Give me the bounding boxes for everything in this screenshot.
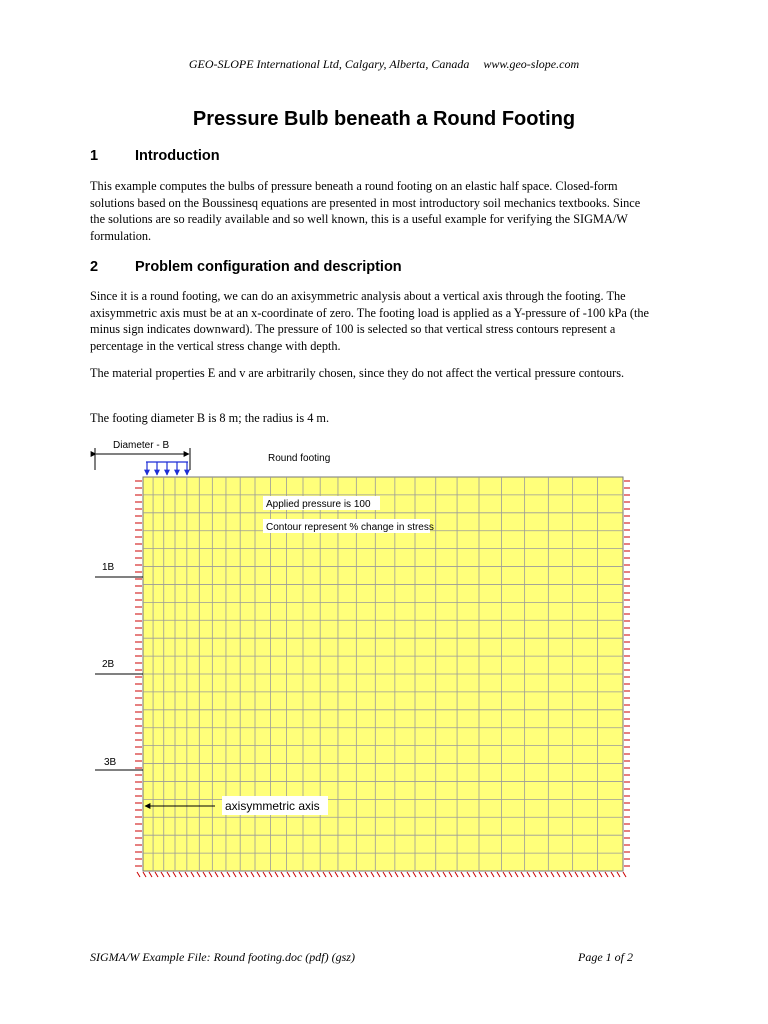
- bottom-boundary-mark: [617, 872, 620, 877]
- bottom-boundary-mark: [545, 872, 548, 877]
- bottom-boundary-mark: [461, 872, 464, 877]
- bottom-boundary-mark: [293, 872, 296, 877]
- footing-load-arrows: [146, 462, 188, 475]
- bottom-boundary-mark: [155, 872, 158, 877]
- bottom-boundary-mark: [599, 872, 602, 877]
- bottom-boundary-mark: [539, 872, 542, 877]
- bottom-boundary-mark: [431, 872, 434, 877]
- bottom-boundary-mark: [449, 872, 452, 877]
- bottom-boundary-mark: [395, 872, 398, 877]
- bottom-boundary-mark: [473, 872, 476, 877]
- bottom-boundary-mark: [173, 872, 176, 877]
- bottom-boundary-mark: [329, 872, 332, 877]
- bottom-boundary-mark: [563, 872, 566, 877]
- depth-label-2b: 2B: [102, 659, 115, 670]
- bottom-boundary-mark: [137, 872, 140, 877]
- bottom-boundary-mark: [197, 872, 200, 877]
- bottom-boundary-mark: [341, 872, 344, 877]
- material-paragraph: The material properties E and v are arbitrarily chosen, since they do not affect the vertical pressure contours.: [90, 366, 625, 380]
- bottom-boundary-mark: [527, 872, 530, 877]
- bottom-boundary-mark: [239, 872, 242, 877]
- bottom-boundary-mark: [305, 872, 308, 877]
- bottom-boundary-mark: [365, 872, 368, 877]
- bottom-boundary-mark: [569, 872, 572, 877]
- bottom-boundary-mark: [437, 872, 440, 877]
- bottom-boundary-mark: [479, 872, 482, 877]
- bottom-boundary-mark: [515, 872, 518, 877]
- bottom-boundary-mark: [467, 872, 470, 877]
- footer-page-number: Page 1 of 2: [578, 950, 633, 964]
- bottom-boundary-mark: [317, 872, 320, 877]
- bottom-boundary-mark: [299, 872, 302, 877]
- bottom-boundary-mark: [209, 872, 212, 877]
- bottom-boundary-mark: [605, 872, 608, 877]
- depth-label-1b: 1B: [102, 562, 115, 573]
- bottom-boundary-mark: [593, 872, 596, 877]
- bottom-boundary-mark: [359, 872, 362, 877]
- bottom-boundary-mark: [221, 872, 224, 877]
- bottom-boundary-mark: [203, 872, 206, 877]
- diameter-label: Diameter - B: [113, 440, 170, 451]
- bottom-boundary-mark: [257, 872, 260, 877]
- bottom-boundary-mark: [623, 872, 626, 877]
- page-title: Pressure Bulb beneath a Round Footing: [192, 108, 576, 130]
- bottom-boundary-mark: [335, 872, 338, 877]
- bottom-boundary-mark: [191, 872, 194, 877]
- bottom-boundary-mark: [161, 872, 164, 877]
- footer-file: SIGMA/W Example File: Round footing.doc (pdf) (gsz): [90, 950, 355, 964]
- header-website: www.geo-slope.com: [483, 57, 580, 71]
- bottom-boundary-mark: [551, 872, 554, 877]
- bottom-boundary-mark: [383, 872, 386, 877]
- bottom-boundary-mark: [215, 872, 218, 877]
- contour-label: Contour represent % change in stress: [266, 522, 434, 533]
- diameter-paragraph: The footing diameter B is 8 m; the radius is 4 m.: [90, 411, 330, 425]
- bottom-boundary-mark: [185, 872, 188, 877]
- section-number: 2: [90, 259, 99, 275]
- bottom-boundary-mark: [425, 872, 428, 877]
- round-footing-label: Round footing: [268, 453, 331, 464]
- bottom-boundary-mark: [485, 872, 488, 877]
- header-company: GEO-SLOPE International Ltd, Calgary, Alberta, Canada: [188, 57, 470, 71]
- axis-label: axisymmetric axis: [225, 799, 320, 813]
- bottom-boundary-mark: [521, 872, 524, 877]
- bottom-boundary-mark: [149, 872, 152, 877]
- bottom-boundary-mark: [227, 872, 230, 877]
- bottom-boundary-mark: [509, 872, 512, 877]
- bottom-boundary-mark: [323, 872, 326, 877]
- section-title: Problem configuration and description: [135, 259, 402, 275]
- bottom-boundary-mark: [557, 872, 560, 877]
- bottom-boundary-mark: [611, 872, 614, 877]
- bottom-boundary-mark: [353, 872, 356, 877]
- bottom-boundary-mark: [143, 872, 146, 877]
- bottom-boundary-mark: [233, 872, 236, 877]
- bottom-boundary-mark: [287, 872, 290, 877]
- applied-pressure-label: Applied pressure is 100: [266, 499, 371, 510]
- depth-label-3b: 3B: [104, 757, 117, 768]
- bottom-boundary-mark: [497, 872, 500, 877]
- bottom-boundary-mark: [533, 872, 536, 877]
- bottom-boundary-mark: [263, 872, 266, 877]
- bottom-boundary-mark: [275, 872, 278, 877]
- bottom-boundary-mark: [455, 872, 458, 877]
- bottom-boundary-mark: [167, 872, 170, 877]
- bottom-boundary-mark: [581, 872, 584, 877]
- bottom-boundary-mark: [347, 872, 350, 877]
- bottom-boundary-mark: [407, 872, 410, 877]
- bottom-boundary-mark: [281, 872, 284, 877]
- bottom-boundary-mark: [179, 872, 182, 877]
- intro-paragraph: This example computes the bulbs of pressure beneath a round footing on an elastic half space. Closed-form solutions based on the Boussinesq equations are presented in most introductory soil mechanics textbooks. Since the solutions are so readily available and so well known, this is a useful example for verifying the SIGMA/W formulation.: [90, 179, 641, 243]
- bottom-boundary-mark: [443, 872, 446, 877]
- bottom-boundary-mark: [401, 872, 404, 877]
- bottom-boundary-mark: [311, 872, 314, 877]
- bottom-boundary-mark: [587, 872, 590, 877]
- bottom-boundary-mark: [503, 872, 506, 877]
- bottom-boundary-mark: [419, 872, 422, 877]
- problem-paragraph: Since it is a round footing, we can do an axisymmetric analysis about a vertical axis through the footing. The axisymmetric axis must be at an x-coordinate of zero. The footing load is applied as a Y-pressure of -100 kPa (the minus sign indicates downward). The pressure of 100 is selected so that vertical stress contours represent a percentage in the vertical stress change with depth.: [90, 289, 650, 353]
- bottom-boundary-mark: [377, 872, 380, 877]
- bottom-boundary-mark: [245, 872, 248, 877]
- bottom-boundary-mark: [269, 872, 272, 877]
- bottom-boundary-mark: [251, 872, 254, 877]
- section-title: Introduction: [135, 148, 220, 164]
- bottom-boundary-mark: [413, 872, 416, 877]
- bottom-boundary-mark: [575, 872, 578, 877]
- bottom-boundary-mark: [371, 872, 374, 877]
- bottom-boundary-mark: [389, 872, 392, 877]
- bottom-boundary-mark: [491, 872, 494, 877]
- section-number: 1: [90, 148, 99, 164]
